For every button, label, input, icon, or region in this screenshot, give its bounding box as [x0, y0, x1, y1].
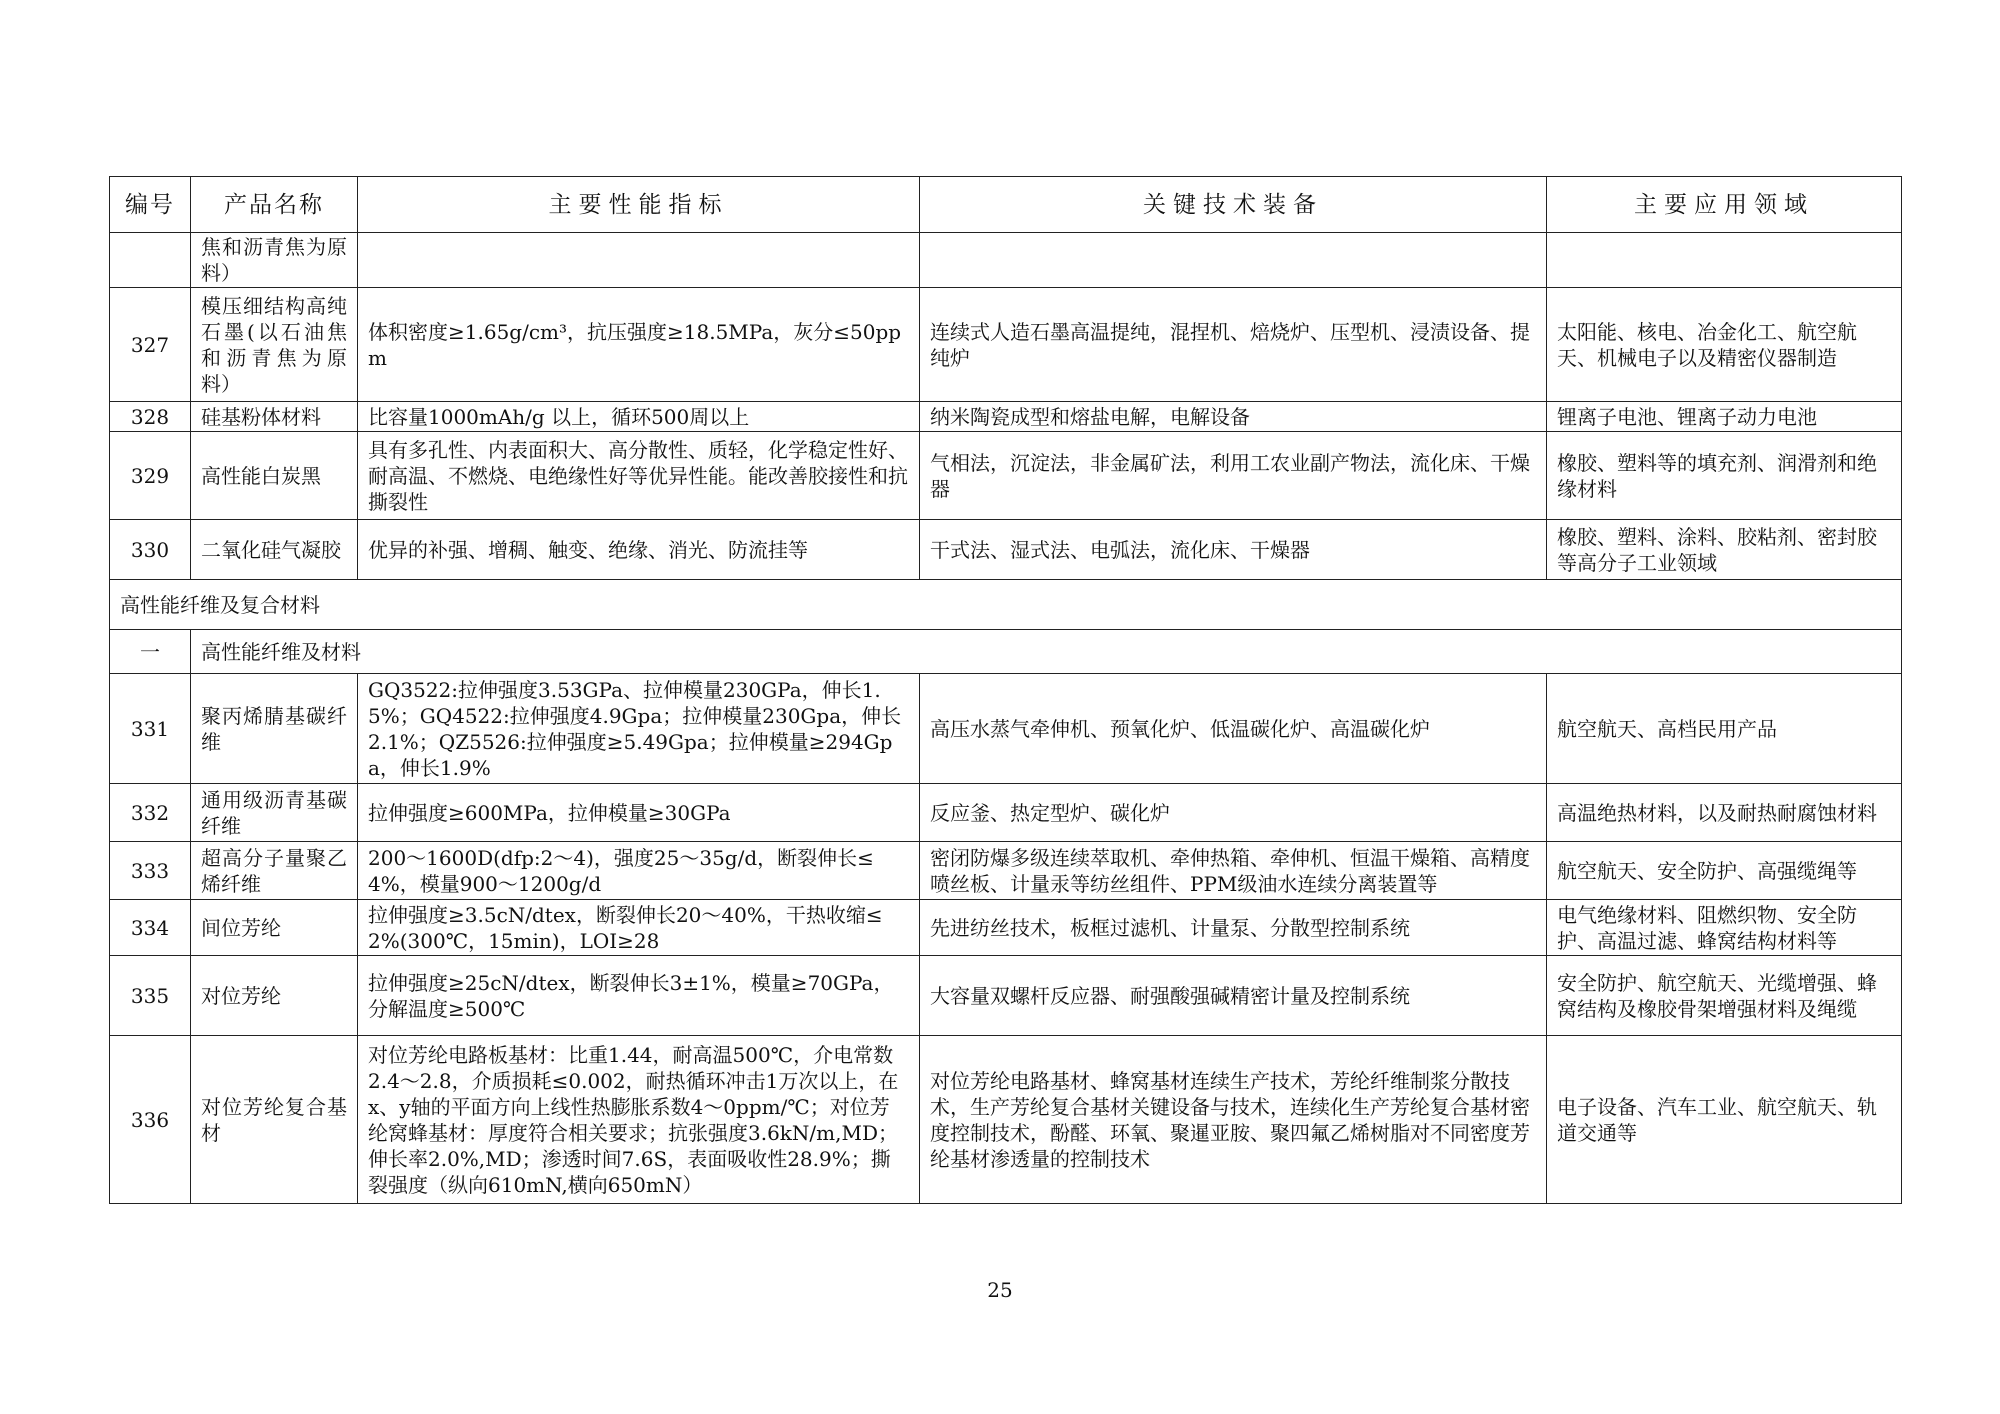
row-number: 329: [110, 432, 191, 520]
row-applications: [1547, 233, 1902, 288]
row-equipment: 密闭防爆多级连续萃取机、牵伸热箱、牵伸机、恒温干燥箱、高精度喷丝板、计量汞等纺丝组件、PPM级油水连续分离装置等: [920, 842, 1547, 900]
row-number: [110, 233, 191, 288]
row-equipment: [920, 233, 1547, 288]
row-product-name: 硅基粉体材料: [191, 402, 358, 432]
row-number: 331: [110, 674, 191, 784]
row-equipment: 干式法、湿式法、电弧法，流化床、干燥器: [920, 520, 1547, 580]
row-equipment: 反应釜、热定型炉、碳化炉: [920, 784, 1547, 842]
row-applications: 锂离子电池、锂离子动力电池: [1547, 402, 1902, 432]
table-row: [110, 520, 1902, 580]
row-product-name: 聚丙烯腈基碳纤维: [191, 674, 358, 784]
row-product-name: 对位芳纶复合基材: [191, 1036, 358, 1204]
row-applications: 电气绝缘材料、阻燃织物、安全防护、高温过滤、蜂窝结构材料等: [1547, 900, 1902, 956]
header-row: [110, 177, 1902, 233]
row-performance: 拉伸强度≥3.5cN/dtex，断裂伸长20～40%，干热收缩≤2%(300℃，15min)，LOI≥28: [358, 900, 920, 956]
row-applications: 安全防护、航空航天、光缆增强、蜂窝结构及橡胶骨架增强材料及绳缆: [1547, 956, 1902, 1036]
row-performance: [358, 233, 920, 288]
row-applications: 航空航天、安全防护、高强缆绳等: [1547, 842, 1902, 900]
row-performance: 具有多孔性、内表面积大、高分散性、质轻，化学稳定性好、耐高温、不燃烧、电绝缘性好等优异性能。能改善胶接性和抗撕裂性: [358, 432, 920, 520]
row-applications: 橡胶、塑料等的填充剂、润滑剂和绝缘材料: [1547, 432, 1902, 520]
row-performance: 拉伸强度≥600MPa，拉伸模量≥30GPa: [358, 784, 920, 842]
header-applications: 主要应用领域: [1547, 177, 1902, 233]
row-equipment: 气相法，沉淀法，非金属矿法，利用工农业副产物法，流化床、干燥器: [920, 432, 1547, 520]
table-row: [110, 432, 1902, 520]
row-number: 328: [110, 402, 191, 432]
header-equipment: 关键技术装备: [920, 177, 1547, 233]
row-applications: 太阳能、核电、冶金化工、航空航天、机械电子以及精密仪器制造: [1547, 288, 1902, 402]
row-equipment: 连续式人造石墨高温提纯，混捏机、焙烧炉、压型机、浸渍设备、提纯炉: [920, 288, 1547, 402]
table-row: [110, 784, 1902, 842]
table-row: [110, 288, 1902, 402]
subsection-title: 高性能纤维及材料: [191, 630, 1902, 674]
row-product-name: 超高分子量聚乙烯纤维: [191, 842, 358, 900]
row-equipment: 大容量双螺杆反应器、耐强酸强碱精密计量及控制系统: [920, 956, 1547, 1036]
row-applications: 航空航天、高档民用产品: [1547, 674, 1902, 784]
row-number: 335: [110, 956, 191, 1036]
table-row: [110, 402, 1902, 432]
row-applications: 高温绝热材料，以及耐热耐腐蚀材料: [1547, 784, 1902, 842]
row-performance: GQ3522:拉伸强度3.53GPa、拉伸模量230GPa，伸长1.5%；GQ4522:拉伸强度4.9Gpa；拉伸模量230Gpa，伸长2.1%；QZ5526:拉伸强度≥5.49Gpa；拉伸模量≥294Gpa，伸长1.9%: [358, 674, 920, 784]
row-product-name: 高性能白炭黑: [191, 432, 358, 520]
row-product-name: 模压细结构高纯石墨(以石油焦和沥青焦为原料）: [191, 288, 358, 402]
section-title: 高性能纤维及复合材料: [110, 580, 1902, 630]
row-applications: 橡胶、塑料、涂料、胶粘剂、密封胶等高分子工业领域: [1547, 520, 1902, 580]
header-product-name: 产品名称: [191, 177, 358, 233]
row-equipment: 高压水蒸气牵伸机、预氧化炉、低温碳化炉、高温碳化炉: [920, 674, 1547, 784]
row-performance: 比容量1000mAh/g 以上，循环500周以上: [358, 402, 920, 432]
table-row: [110, 1036, 1902, 1204]
row-number: 336: [110, 1036, 191, 1204]
row-number: 332: [110, 784, 191, 842]
table-row: [110, 900, 1902, 956]
row-product-name: 二氧化硅气凝胶: [191, 520, 358, 580]
subsection-marker: 一: [110, 630, 191, 674]
table-row: [110, 842, 1902, 900]
row-equipment: 先进纺丝技术，板框过滤机、计量泵、分散型控制系统: [920, 900, 1547, 956]
row-product-name: 间位芳纶: [191, 900, 358, 956]
table-row: [110, 233, 1902, 288]
table-row: [110, 674, 1902, 784]
header-number: 编号: [110, 177, 191, 233]
row-number: 327: [110, 288, 191, 402]
product-table: [109, 176, 1902, 1204]
row-performance: 对位芳纶电路板基材：比重1.44，耐高温500℃，介电常数2.4～2.8，介质损耗≤0.002，耐热循环冲击1万次以上，在x、y轴的平面方向上线性热膨胀系数4～0ppm/℃；对位芳纶窝蜂基材：厚度符合相关要求；抗张强度3.6kN/m,MD；伸长率2.0%,MD；渗透时间7.6S，表面吸收性28.9%；撕裂强度（纵向610mN,横向650mN）: [358, 1036, 920, 1204]
row-number: 330: [110, 520, 191, 580]
row-product-name: 对位芳纶: [191, 956, 358, 1036]
row-performance: 200～1600D(dfp:2～4)，强度25～35g/d，断裂伸长≤4%，模量900～1200g/d: [358, 842, 920, 900]
row-number: 333: [110, 842, 191, 900]
header-performance: 主要性能指标: [358, 177, 920, 233]
row-applications: 电子设备、汽车工业、航空航天、轨道交通等: [1547, 1036, 1902, 1204]
row-equipment: 纳米陶瓷成型和熔盐电解，电解设备: [920, 402, 1547, 432]
page-number: 25: [987, 1278, 1013, 1302]
row-performance: 优异的补强、增稠、触变、绝缘、消光、防流挂等: [358, 520, 920, 580]
row-number: 334: [110, 900, 191, 956]
row-product-name: 焦和沥青焦为原料）: [191, 233, 358, 288]
row-equipment: 对位芳纶电路基材、蜂窝基材连续生产技术，芳纶纤维制浆分散技术，生产芳纶复合基材关键设备与技术，连续化生产芳纶复合基材密度控制技术，酚醛、环氧、聚暹亚胺、聚四氟乙烯树脂对不同密度芳纶基材渗透量的控制技术: [920, 1036, 1547, 1204]
section-row: [110, 580, 1902, 630]
table-row: [110, 956, 1902, 1036]
row-performance: 拉伸强度≥25cN/dtex，断裂伸长3±1%，模量≥70GPa，分解温度≥500℃: [358, 956, 920, 1036]
row-performance: 体积密度≥1.65g/cm³，抗压强度≥18.5MPa，灰分≤50ppm: [358, 288, 920, 402]
subsection-row: [110, 630, 1902, 674]
row-product-name: 通用级沥青基碳纤维: [191, 784, 358, 842]
